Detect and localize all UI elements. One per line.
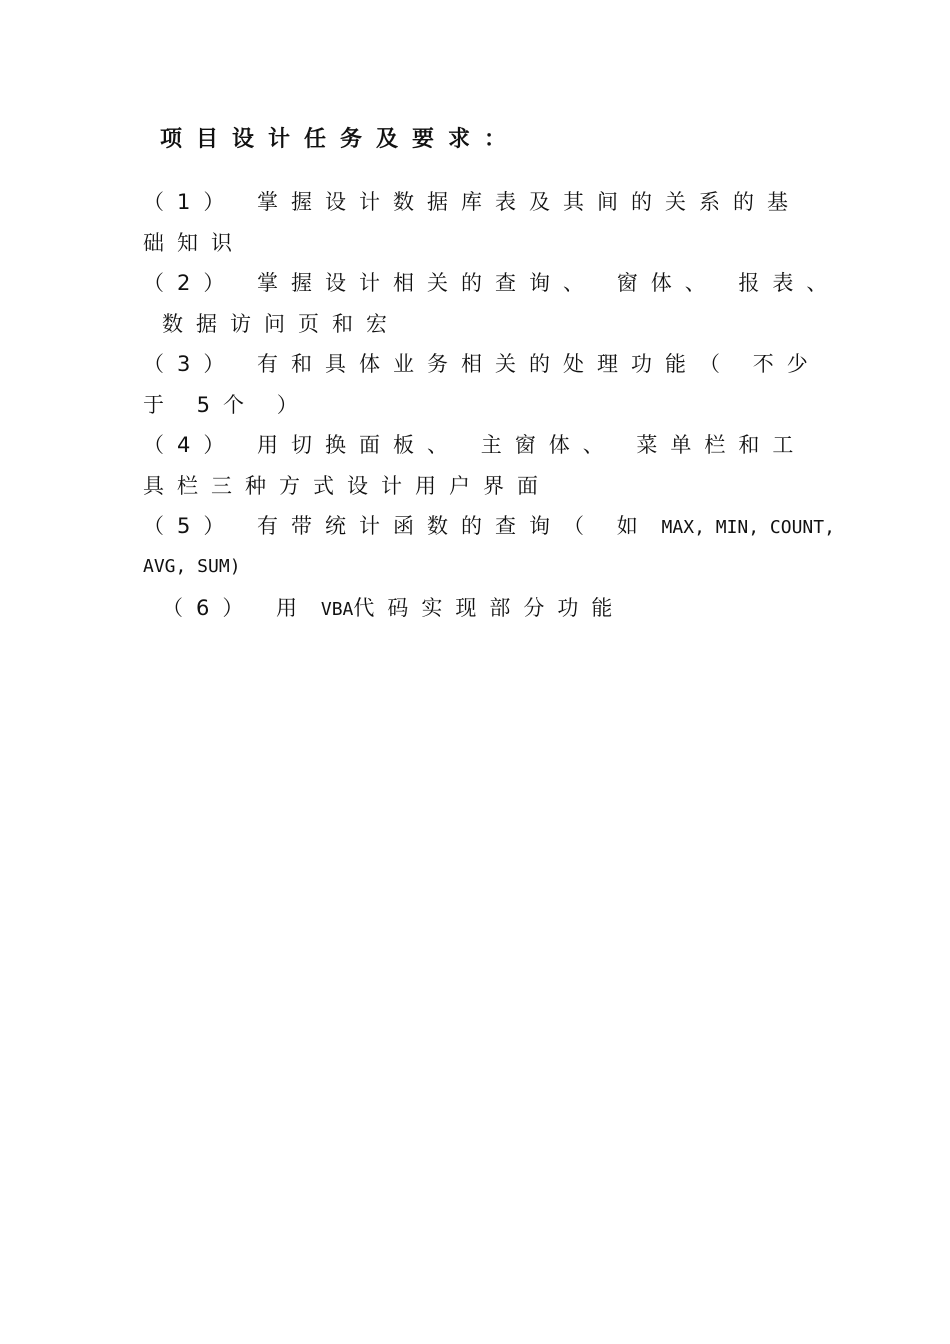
item-5-line-2: AVG, SUM) [143, 556, 241, 577]
item-5-line-1-text: （5） 有带统计函数的查询（ 如 [143, 514, 651, 538]
item-6-line-1-suffix: 代码实现部分功能 [353, 596, 626, 620]
item-6-line-1 [162, 598, 625, 619]
item-6-line-1-text: （6） 用 [162, 596, 311, 620]
item-3-line-1: （3） 有和具体业务相关的处理功能（ 不少 [143, 352, 821, 376]
item-5-line-1 [143, 516, 835, 537]
item-2-line-2: 数据访问页和宏 [162, 312, 400, 336]
item-3-line-2: 于 5个 ） [143, 393, 311, 417]
item-1-line-1: （1） 掌握设计数据库表及其间的关系的基 [143, 190, 802, 214]
item-6-line-1-vba: VBA [310, 599, 354, 620]
item-5-line-1-functions: MAX, MIN, COUNT, [650, 517, 835, 538]
item-4-line-1: （4） 用切换面板、 主窗体、 菜单栏和工 [143, 433, 807, 457]
item-2-line-1: （2） 掌握设计相关的查询、 窗体、 报表、 [143, 271, 841, 295]
item-4-line-2: 具栏三种方式设计用户界面 [143, 474, 551, 498]
page-title: 项目设计任务及要求： [160, 127, 521, 152]
item-1-line-2: 础知识 [143, 231, 245, 255]
